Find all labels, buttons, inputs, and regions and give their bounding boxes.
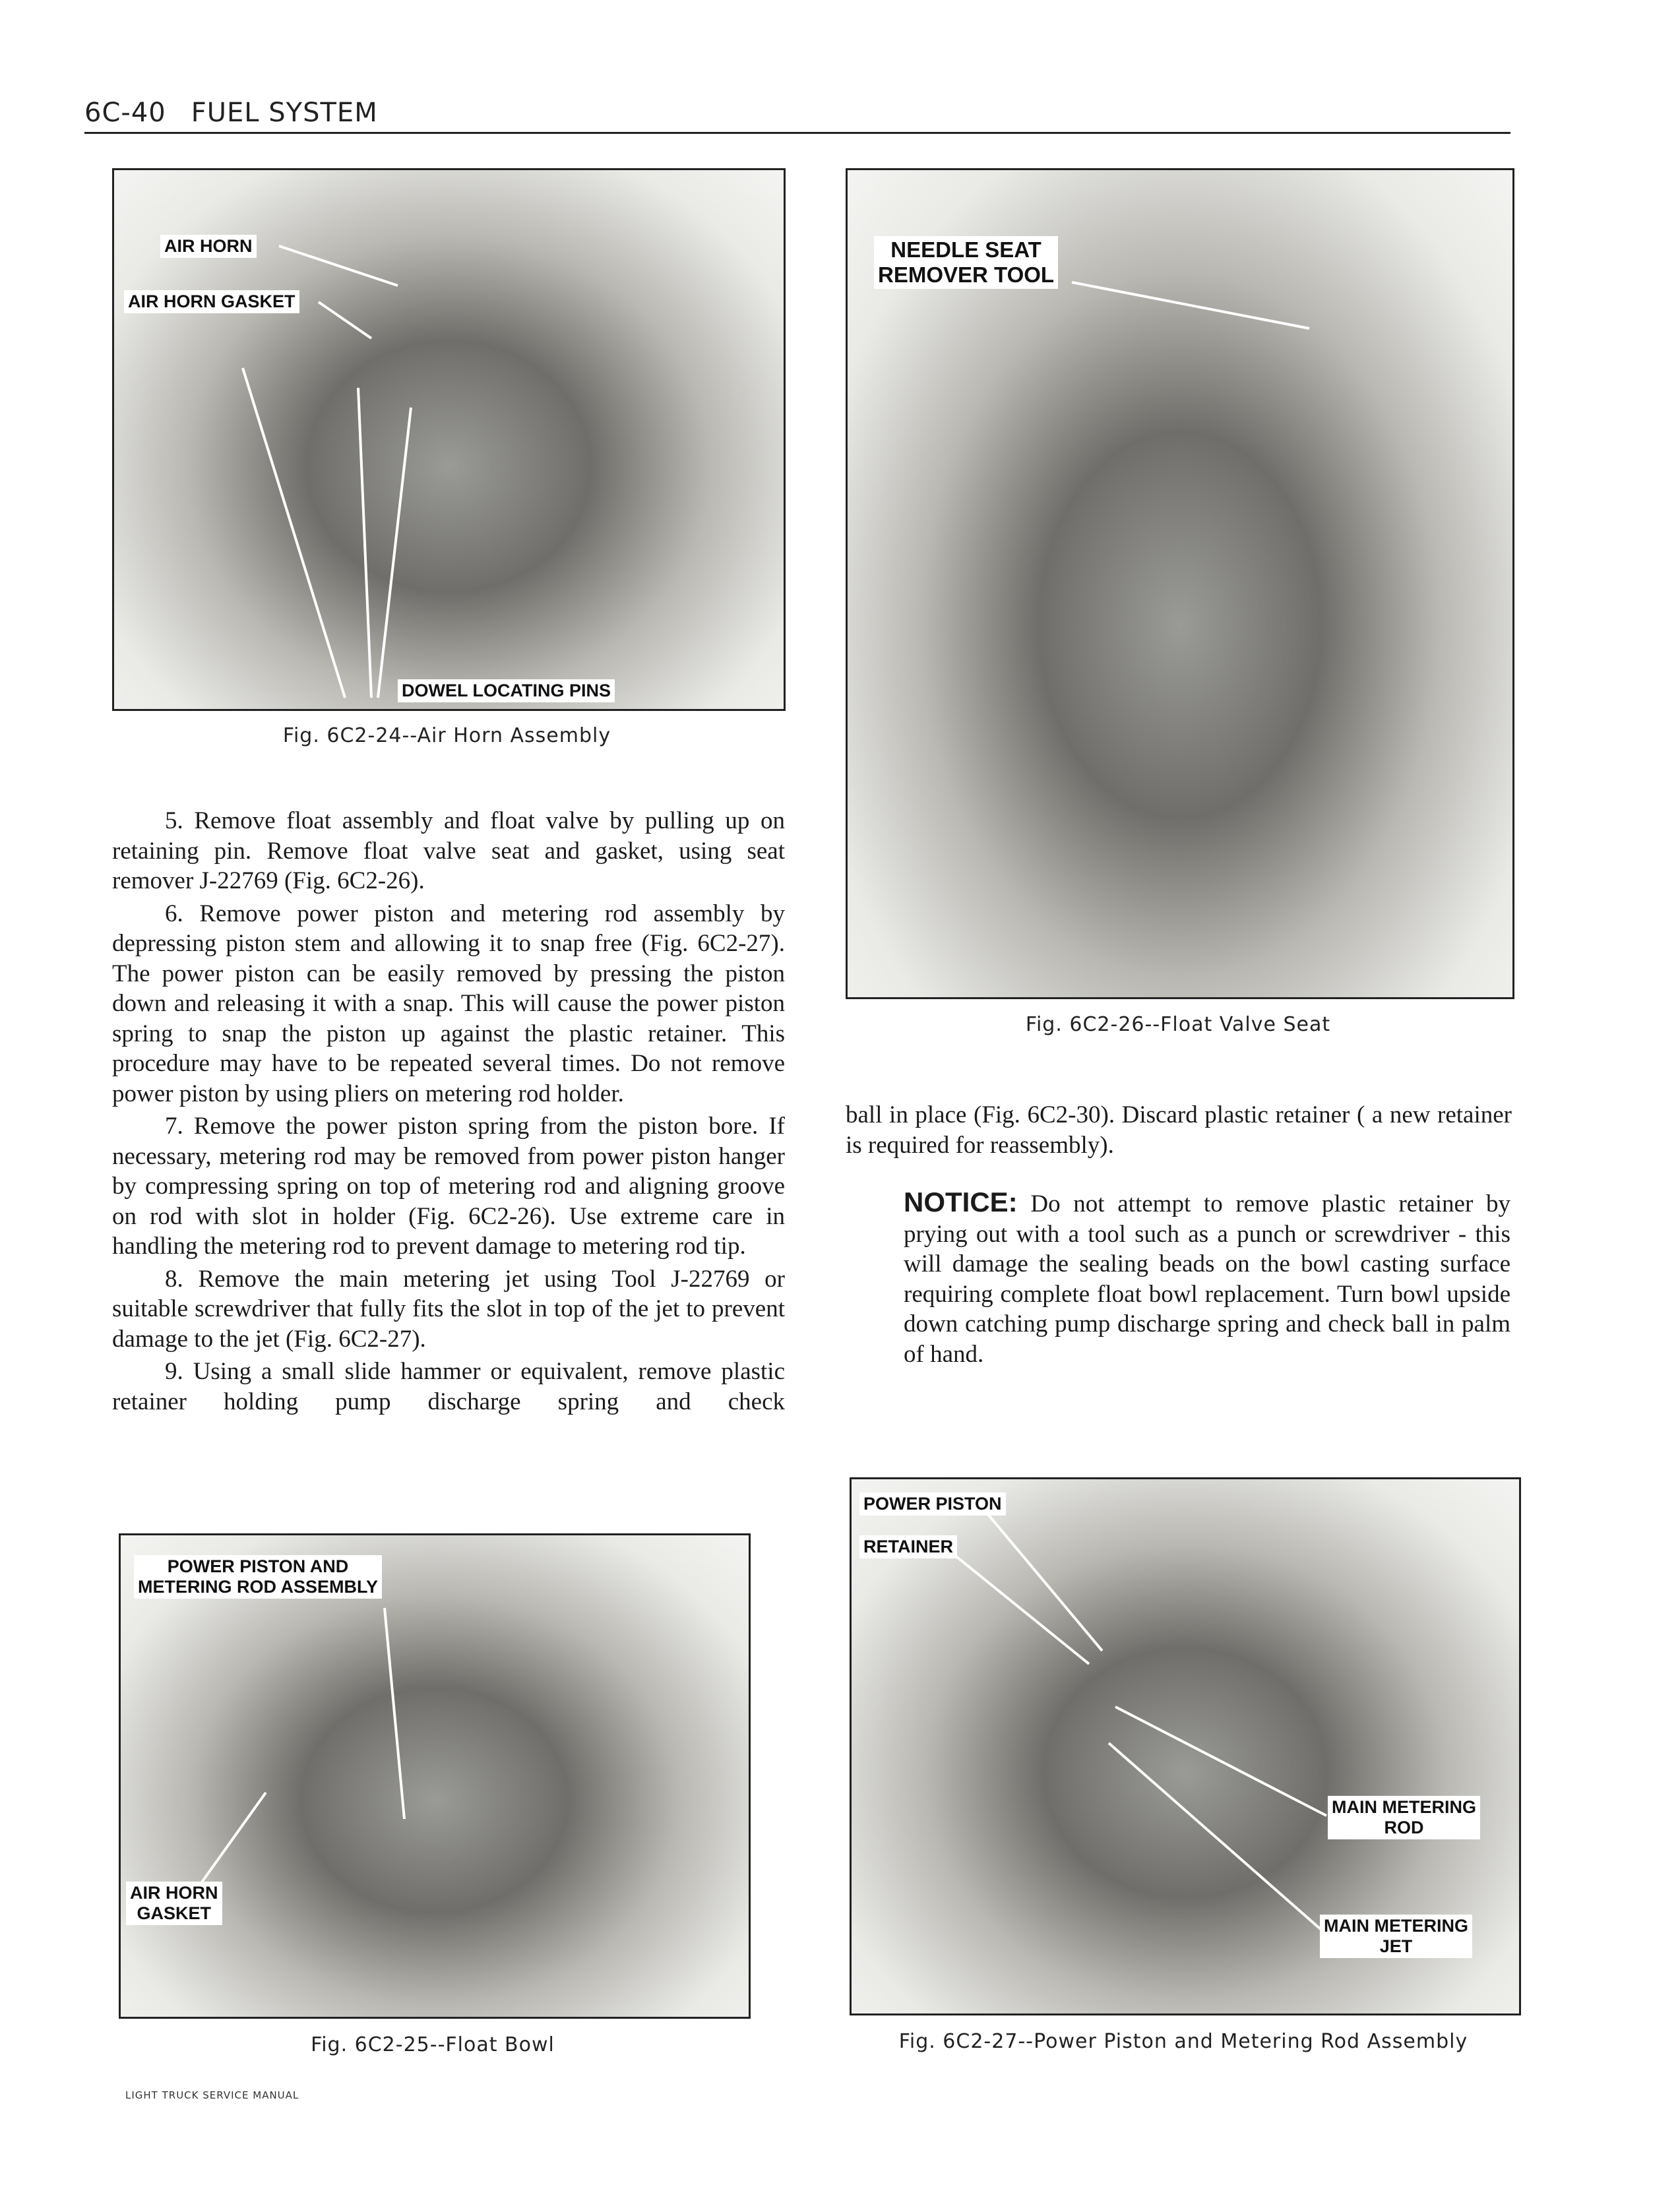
label-air-horn-gasket	[126, 1882, 222, 1925]
label-main-metering-rod	[1328, 1796, 1480, 1839]
label-line: POWER PISTON AND	[167, 1556, 349, 1576]
step-8: 8. Remove the main metering jet using Tool J-22769 or suitable screwdriver that fully fits the slot in top of the jet to prevent damage to the jet (Fig. 6C2-27).	[112, 1265, 785, 1353]
page-footer: LIGHT TRUCK SERVICE MANUAL	[125, 2089, 299, 2101]
page-header	[84, 98, 403, 128]
right-column-text: ball in place (Fig. 6C2-30). Discard plastic retainer ( a new retainer is required for reassembly).	[846, 1101, 1512, 1159]
step-5: 5. Remove float assembly and float valve by pulling up on retaining pin. Remove float valve seat and gasket, using seat remover J-22769 (Fig. 6C2-26).	[112, 807, 785, 894]
leader-lines	[121, 1535, 749, 2017]
figure-caption: Fig. 6C2-24--Air Horn Assembly	[282, 724, 611, 747]
label-dowel-locating-pins: DOWEL LOCATING PINS	[398, 679, 615, 702]
page-number: 6C-40	[84, 98, 166, 128]
label-line: GASKET	[137, 1903, 211, 1923]
figure-float-valve-seat	[846, 168, 1514, 999]
step-7: 7. Remove the power piston spring from the piston bore. If necessary, metering rod may be removed from power piston hanger by compressing spring on top of metering rod and aligning groove on rod with slot in holder (Fig. 6C2-26). Use extreme care in handling the metering rod to prevent damage to metering rod tip.	[112, 1113, 785, 1260]
label-line: MAIN METERING	[1332, 1797, 1476, 1817]
label-line: AIR HORN	[130, 1883, 218, 1903]
notice-block	[904, 1187, 1510, 1369]
notice-text: Do not attempt to remove plastic retainer by prying out with a tool such as a punch or screwdriver - this will damage the sealing beads on the bowl casting surface requiring complete float bowl replacement. Turn bowl upside down catching pump discharge spring and check ball in palm of hand.	[904, 1190, 1510, 1368]
figure-float-bowl	[119, 1533, 751, 2019]
figure-caption: Fig. 6C2-26--Float Valve Seat	[1025, 1013, 1331, 1036]
figure-caption: Fig. 6C2-25--Float Bowl	[311, 2033, 555, 2056]
label-power-piston-metering-rod	[134, 1555, 382, 1599]
left-column-text	[112, 806, 785, 1417]
label-line: NEEDLE SEAT	[890, 237, 1042, 262]
label-main-metering-jet	[1320, 1915, 1472, 1958]
step-9: 9. Using a small slide hammer or equivalent, remove plastic retainer holding pump discharge spring and check	[112, 1358, 785, 1415]
figure-power-piston-metering-rod	[850, 1477, 1521, 2015]
section-title: FUEL SYSTEM	[191, 98, 378, 128]
notice-label: NOTICE:	[904, 1186, 1018, 1217]
label-retainer: RETAINER	[859, 1535, 957, 1558]
figure-caption: Fig. 6C2-27--Power Piston and Metering Rod Assembly	[898, 2030, 1468, 2053]
label-line: MAIN METERING	[1324, 1916, 1468, 1936]
label-air-horn-gasket: AIR HORN GASKET	[124, 290, 299, 313]
label-line: REMOVER TOOL	[878, 262, 1055, 287]
header-rule	[84, 132, 1510, 134]
step-6: 6. Remove power piston and metering rod assembly by depressing piston stem and allowing it to snap free (Fig. 6C2-27). The power piston can be easily removed by pressing the piston down and releasing it with a snap. This will cause the power piston spring to snap the piston up against the plastic retainer. This procedure may have to be repeated several times. Do not remove power piston by using pliers on metering rod holder.	[112, 900, 785, 1107]
label-needle-seat-remover-tool	[874, 236, 1058, 289]
figure-air-horn-assembly	[112, 168, 786, 711]
label-line: JET	[1379, 1936, 1413, 1956]
label-line: ROD	[1384, 1818, 1424, 1837]
leader-lines	[848, 170, 1512, 997]
label-air-horn: AIR HORN	[160, 235, 257, 258]
label-power-piston: POWER PISTON	[859, 1492, 1006, 1516]
label-line: METERING ROD ASSEMBLY	[138, 1577, 379, 1597]
